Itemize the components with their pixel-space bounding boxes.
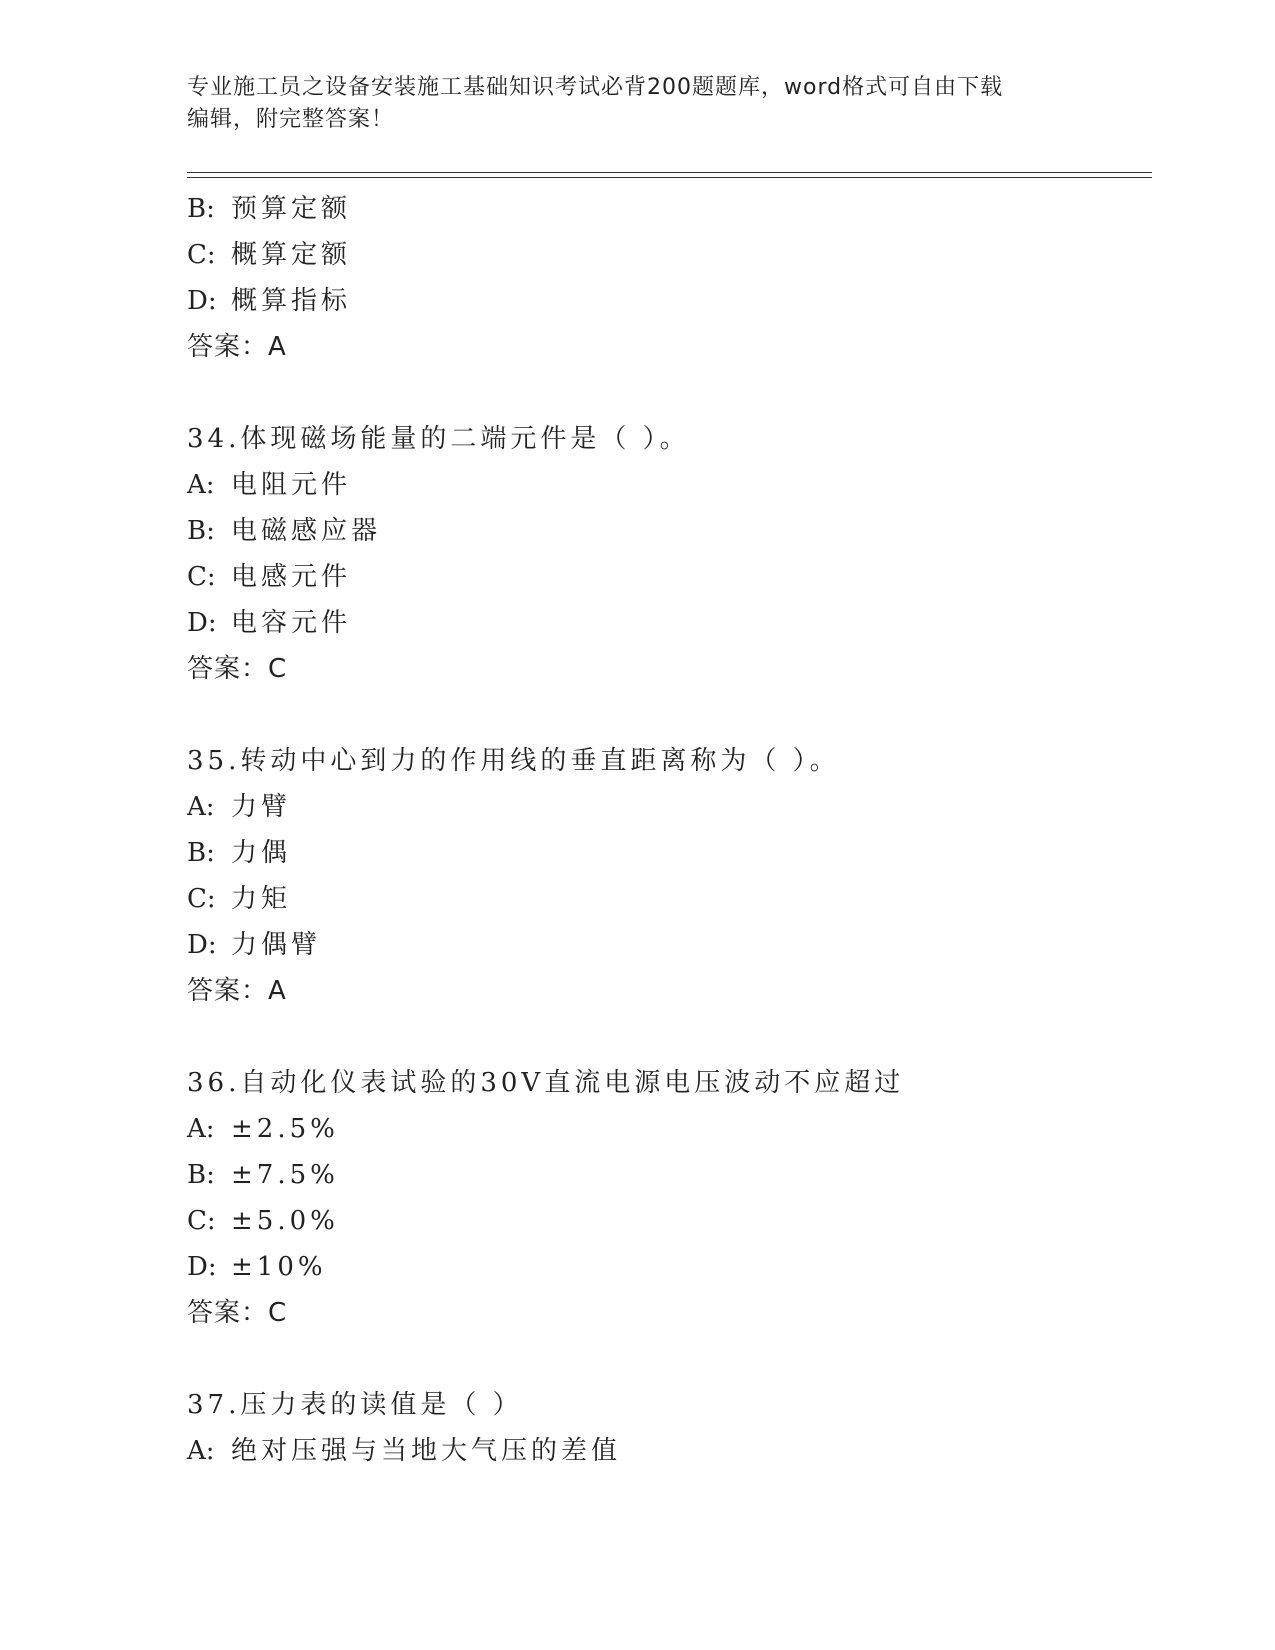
option-text: ±5.0% [231, 1206, 339, 1236]
question-text: 34.体现磁场能量的二端元件是（ ）。 [187, 424, 690, 454]
document-header [187, 72, 1087, 136]
option-c [187, 232, 1152, 278]
option-c [187, 554, 1152, 600]
question-text: 35.转动中心到力的作用线的垂直距离称为（ ）。 [187, 746, 840, 776]
option-text: 力矩 [231, 884, 292, 914]
option-label: D: [187, 608, 217, 638]
question-block-37 [187, 1382, 1152, 1474]
option-text: ±7.5% [231, 1160, 339, 1190]
question-text: 36.自动化仪表试验的30V直流电源电压波动不应超过 [187, 1068, 905, 1098]
option-text: 电容元件 [231, 608, 352, 638]
option-label: C: [187, 562, 216, 592]
option-label: C: [187, 240, 216, 270]
option-text: ±2.5% [231, 1114, 339, 1144]
option-d [187, 600, 1152, 646]
answer-line: 答案：A [187, 332, 287, 362]
option-label: A: [187, 792, 215, 822]
option-label: C: [187, 884, 216, 914]
option-label: A: [187, 470, 215, 500]
option-b [187, 1152, 1152, 1198]
option-a [187, 1106, 1152, 1152]
question-block-33 [187, 186, 1152, 370]
option-b [187, 186, 1152, 232]
answer-line: 答案：C [187, 1298, 288, 1328]
question-block-36 [187, 1060, 1152, 1336]
option-a [187, 462, 1152, 508]
option-label: B: [187, 516, 215, 546]
header-divider-top [187, 172, 1152, 173]
option-a [187, 1428, 1152, 1474]
option-label: D: [187, 286, 217, 316]
option-a [187, 784, 1152, 830]
option-d [187, 278, 1152, 324]
option-label: B: [187, 194, 215, 224]
option-label: D: [187, 930, 217, 960]
option-label: A: [187, 1114, 215, 1144]
option-text: 预算定额 [231, 194, 352, 224]
option-d [187, 922, 1152, 968]
option-c [187, 1198, 1152, 1244]
option-b [187, 830, 1152, 876]
option-text: 概算指标 [231, 286, 352, 316]
option-label: C: [187, 1206, 216, 1236]
header-line-1: 专业施工员之设备安装施工基础知识考试必背200题题库，word格式可自由下载 [187, 75, 1004, 100]
option-text: 绝对压强与当地大气压的差值 [231, 1436, 622, 1466]
option-text: 力偶臂 [231, 930, 322, 960]
option-text: 电感元件 [231, 562, 352, 592]
answer-line: 答案：C [187, 654, 288, 684]
option-text: 力臂 [231, 792, 292, 822]
option-label: A: [187, 1436, 215, 1466]
option-b [187, 508, 1152, 554]
option-text: 电磁感应器 [231, 516, 382, 546]
question-block-34 [187, 416, 1152, 692]
option-text: 力偶 [231, 838, 292, 868]
question-text: 37.压力表的读值是（ ） [187, 1390, 523, 1420]
option-label: B: [187, 1160, 215, 1190]
option-text: 电阻元件 [231, 470, 352, 500]
answer-line: 答案：A [187, 976, 287, 1006]
header-line-2: 编辑，附完整答案！ [187, 107, 395, 132]
question-list [187, 186, 1152, 1474]
question-block-35 [187, 738, 1152, 1014]
option-text: 概算定额 [231, 240, 352, 270]
option-d [187, 1244, 1152, 1290]
option-label: B: [187, 838, 215, 868]
option-text: ±10% [231, 1252, 327, 1282]
header-divider-bottom [187, 177, 1152, 178]
option-c [187, 876, 1152, 922]
option-label: D: [187, 1252, 217, 1282]
